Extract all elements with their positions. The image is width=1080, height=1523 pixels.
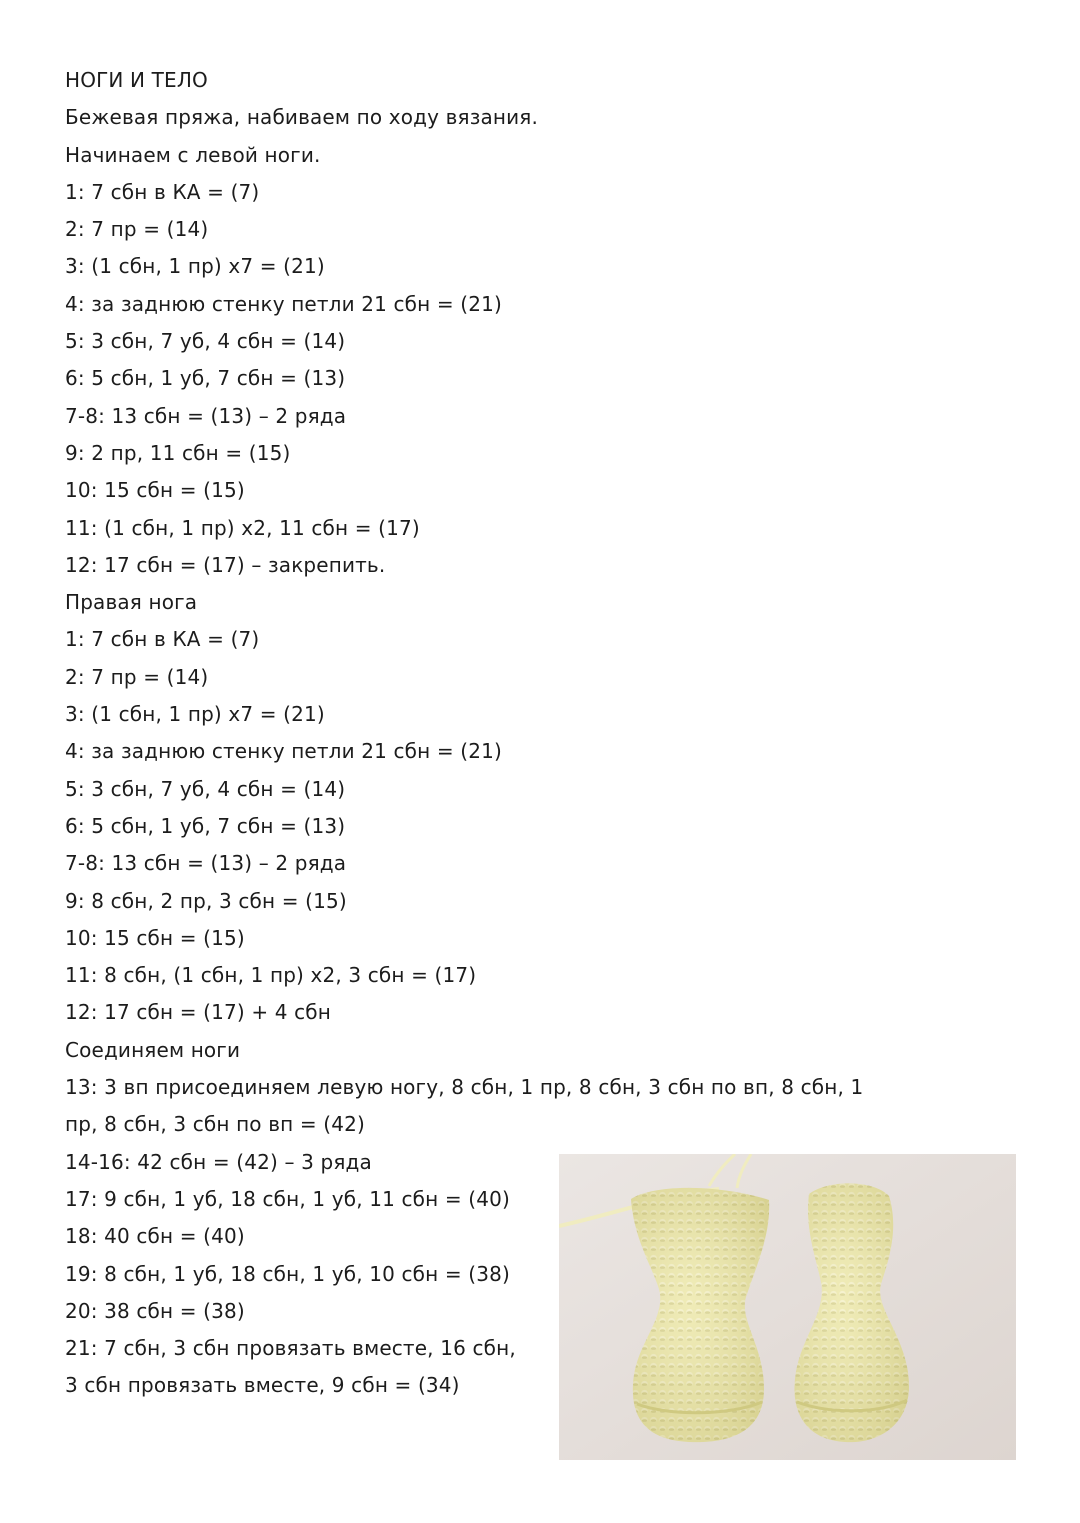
pattern-row: 17: 9 сбн, 1 уб, 18 сбн, 1 уб, 11 сбн = (40) [65, 1186, 510, 1211]
text-line: Бежевая пряжа, набиваем по ходу вязания. [65, 105, 538, 130]
pattern-row: 3: (1 сбн, 1 пр) х7 = (21) [65, 254, 325, 279]
pattern-row: 3: (1 сбн, 1 пр) х7 = (21) [65, 702, 325, 727]
photo-background [559, 1154, 1016, 1460]
pattern-row: 2: 7 пр = (14) [65, 217, 209, 242]
pattern-row: 11: (1 сбн, 1 пр) х2, 11 сбн = (17) [65, 515, 420, 540]
section-title: НОГИ И ТЕЛО [65, 68, 208, 92]
pattern-row: 9: 8 сбн, 2 пр, 3 сбн = (15) [65, 888, 347, 913]
pattern-row: 6: 5 сбн, 1 уб, 7 сбн = (13) [65, 366, 346, 391]
subsection-title: Соединяем ноги [65, 1037, 241, 1062]
pattern-row: 1: 7 сбн в КА = (7) [65, 627, 260, 652]
pattern-row: 10: 15 сбн = (15) [65, 925, 245, 950]
subsection-title: Правая нога [65, 590, 198, 615]
pattern-row: 5: 3 сбн, 7 уб, 4 сбн = (14) [65, 776, 346, 801]
pattern-row: 18: 40 сбн = (40) [65, 1224, 245, 1249]
pattern-row: 1: 7 сбн в КА = (7) [65, 179, 260, 204]
pattern-row: 7-8: 13 сбн = (13) – 2 ряда [65, 403, 347, 428]
pattern-row: пр, 8 сбн, 3 сбн по вп = (42) [65, 1112, 365, 1137]
pattern-row: 7-8: 13 сбн = (13) – 2 ряда [65, 851, 347, 876]
pattern-row: 12: 17 сбн = (17) – закрепить. [65, 552, 386, 577]
pattern-row: 10: 15 сбн = (15) [65, 478, 245, 503]
pattern-row: 6: 5 сбн, 1 уб, 7 сбн = (13) [65, 813, 346, 838]
pattern-row: 14-16: 42 сбн = (42) – 3 ряда [65, 1149, 372, 1174]
pattern-row: 4: за заднюю стенку петли 21 сбн = (21) [65, 739, 502, 764]
pattern-row: 12: 17 сбн = (17) + 4 сбн [65, 1000, 331, 1025]
pattern-row: 9: 2 пр, 11 сбн = (15) [65, 440, 291, 465]
pattern-row: 13: 3 вп присоединяем левую ногу, 8 сбн, 1 пр, 8 сбн, 3 сбн по вп, 8 сбн, 1 [65, 1075, 864, 1100]
pattern-row: 3 сбн провязать вместе, 9 сбн = (34) [65, 1373, 460, 1398]
crochet-legs-photo [559, 1154, 1016, 1460]
text-line: Начинаем с левой ноги. [65, 142, 321, 167]
pattern-row: 20: 38 сбн = (38) [65, 1298, 245, 1323]
pattern-row: 19: 8 сбн, 1 уб, 18 сбн, 1 уб, 10 сбн = (38) [65, 1261, 510, 1286]
crochet-legs-illustration [559, 1154, 1016, 1460]
pattern-row: 2: 7 пр = (14) [65, 664, 209, 689]
pattern-row: 5: 3 сбн, 7 уб, 4 сбн = (14) [65, 329, 346, 354]
pattern-row: 21: 7 сбн, 3 сбн провязать вместе, 16 сбн, [65, 1336, 516, 1361]
pattern-row: 11: 8 сбн, (1 сбн, 1 пр) х2, 3 сбн = (17) [65, 963, 477, 988]
pattern-row: 4: за заднюю стенку петли 21 сбн = (21) [65, 291, 502, 316]
